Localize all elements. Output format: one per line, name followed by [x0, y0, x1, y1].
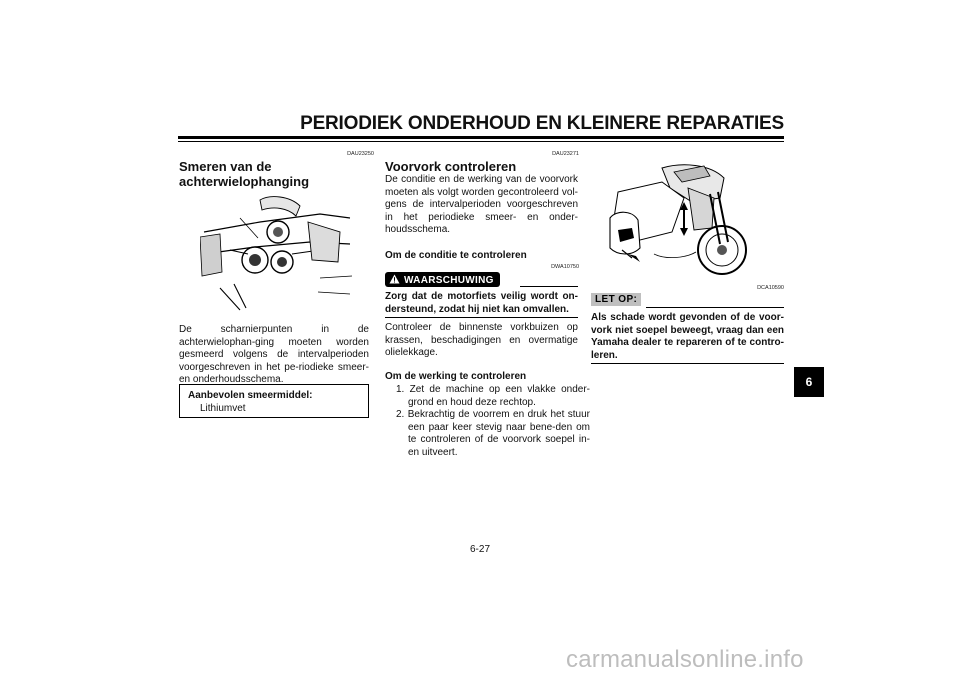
left-section-heading: Smeren van de achterwielophanging	[179, 159, 310, 189]
header-rule-thin	[178, 141, 784, 142]
page-header-title: PERIODIEK ONDERHOUD EN KLEINERE REPARATIES	[300, 113, 784, 134]
middle-section-heading: Voorvork controleren	[385, 159, 517, 174]
operation-step-2: 2. Bekrachtig de voorrem en druk het stuur een paar keer stevig naar bene-den om te controleren of de voorvork soepel in- en uitveert.	[396, 409, 590, 458]
note-label: LET OP:	[591, 293, 641, 306]
page-number: 6-27	[469, 544, 490, 555]
left-body-text: De scharnierpunten in de achterwielophan-ging moeten worden gesmeerd volgens de intervalperioden voorgeschreven in het pe-riodieke smeer- en onderhoudsschema.	[179, 324, 369, 385]
watermark: carmanualsonline.info	[566, 646, 804, 673]
condition-text: Controleer de binnenste vorkbuizen op krassen, beschadigingen en overmatige olielekkage.	[385, 322, 578, 358]
warning-text: Zorg dat de motorfiets veilig wordt on-dersteund, zodat hij niet kan omvallen.	[385, 291, 578, 315]
left-section-code: DAU23250	[347, 151, 374, 157]
lubricant-box-title: Aanbevolen smeermiddel:	[188, 390, 313, 401]
note-code: DCA10590	[757, 285, 784, 291]
note-text: Als schade wordt gevonden of de voor-vork niet soepel beweegt, vraag dan een Yamaha dealer te repareren of te contro-leren.	[591, 312, 784, 361]
note-rule-bottom	[591, 363, 784, 364]
lubricant-box-value: Lithiumvet	[200, 402, 246, 414]
operation-subheading: Om de werking te controleren	[385, 371, 527, 382]
header-rule-thick	[178, 136, 784, 139]
note-rule-top	[646, 307, 784, 308]
front-fork-illustration	[592, 158, 762, 278]
warning-rule-bottom	[385, 317, 578, 318]
section-tab: 6	[794, 367, 824, 397]
warning-label	[385, 272, 500, 287]
condition-subheading: Om de conditie te controleren	[385, 250, 527, 261]
middle-section-code: DAU23271	[552, 151, 579, 157]
warning-rule-top	[520, 286, 578, 287]
warning-label-text: WAARSCHUWING	[404, 275, 494, 286]
warning-triangle-icon	[389, 273, 400, 286]
operation-step-1: 1. Zet de machine op een vlakke onder-grond en houd deze rechtop.	[396, 384, 590, 408]
middle-intro-text: De conditie en de werking van de voorvork moeten als volgt worden gecontroleerd vol-gens de intervalperioden voorgeschreven in het periodieke smeer- en onder-houdsschema.	[385, 174, 578, 235]
warning-code: DWA10750	[551, 264, 579, 270]
rear-suspension-illustration	[200, 192, 356, 314]
lubricant-box	[179, 384, 369, 418]
